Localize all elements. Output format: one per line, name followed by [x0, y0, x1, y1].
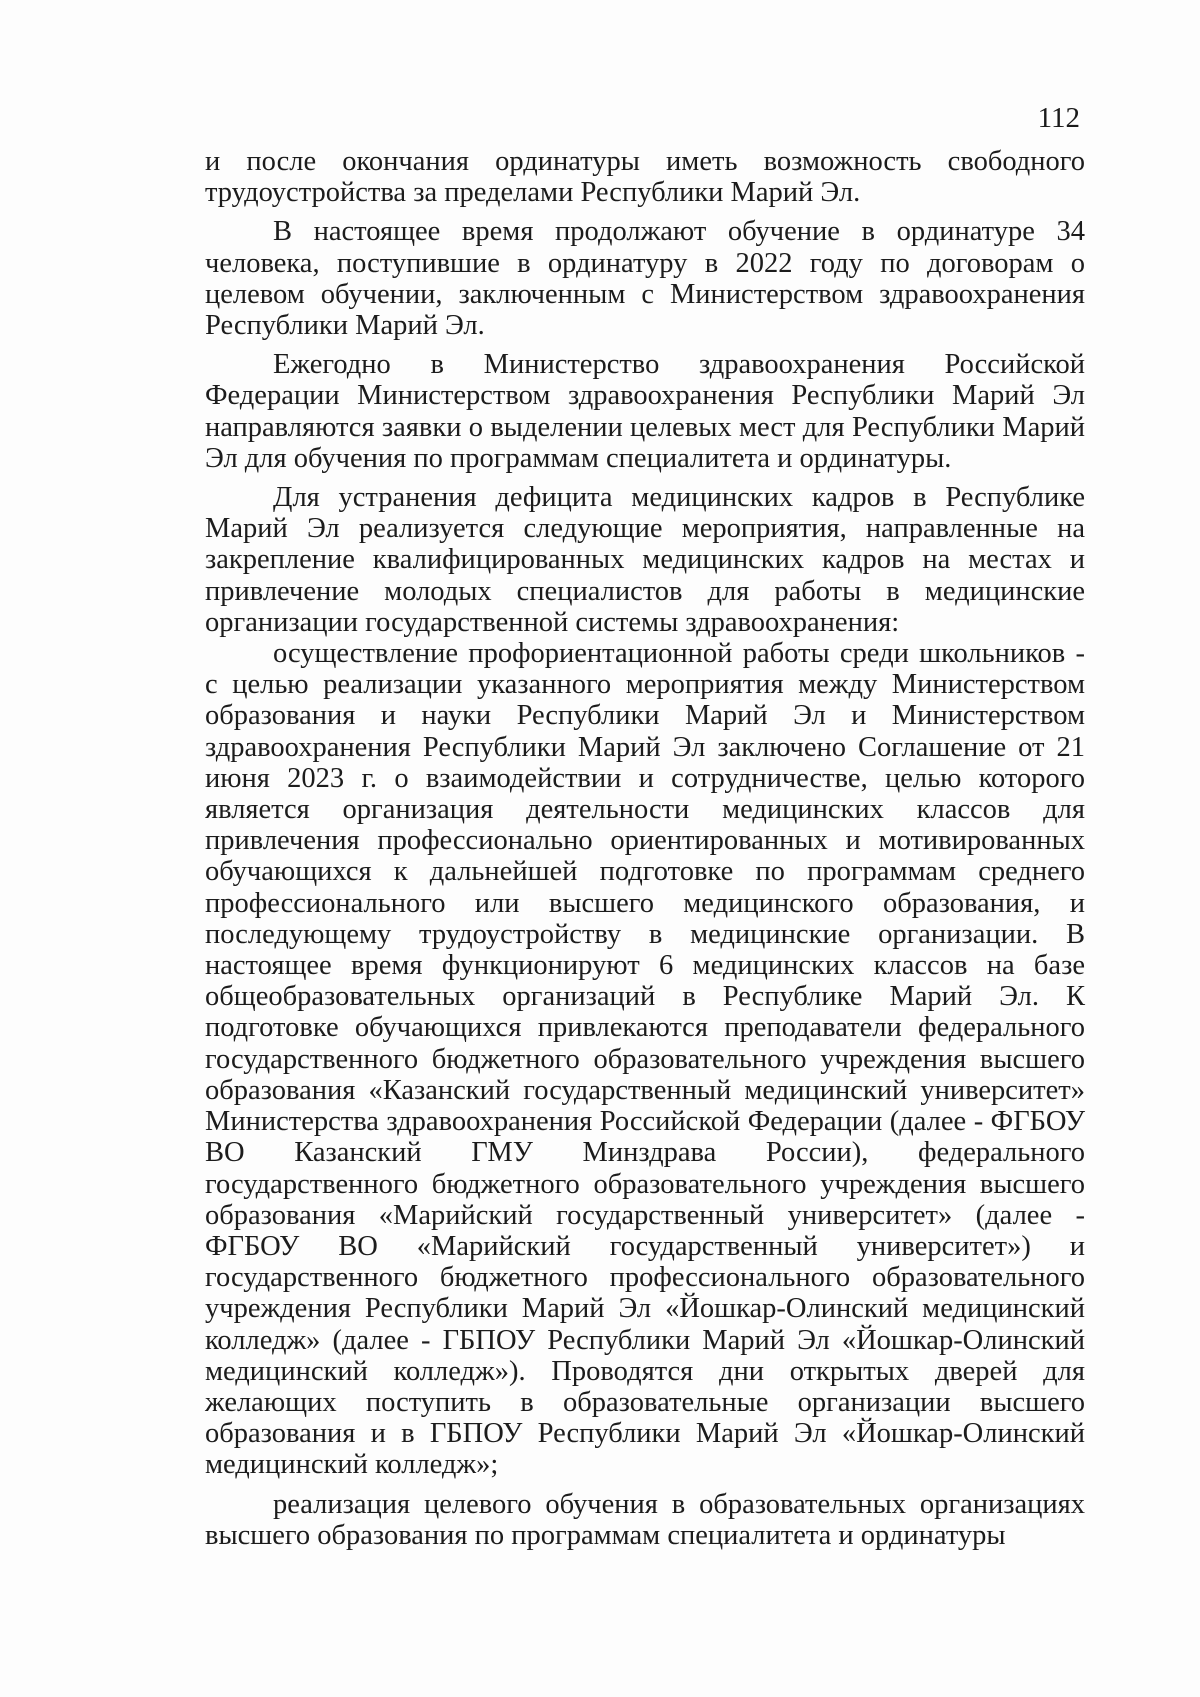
- paragraph-target-training: реализация целевого обучения в образовательных организациях высшего образования по программам специалитета и ординатуры: [205, 1488, 1085, 1551]
- paragraph-career-guidance: осуществление профориентационной работы среди школьников - с целью реализации указанного мероприятия между Министерством образования и науки Республики Марий Эл и Министерством здравоохранения Республики Марий Эл заключено Соглашение от 21 июня 2023 г. о взаимодействии и сотрудничестве, целью которого является организация деятельности медицинских классов для привлечения профессионально ориентированных и мотивированных обучающихся к дальнейшей подготовке по программам среднего профессионального или высшего медицинского образования, и последующему трудоустройству в медицинские организации. В настоящее время функционируют 6 медицинских классов на базе общеобразовательных организаций в Республике Марий Эл. К подготовке обучающихся привлекаются преподаватели федерального государственного бюджетного образовательного учреждения высшего образования «Казанский государственный медицинский университет» Министерства здравоохранения Российской Федерации (далее - ФГБОУ ВО Казанский ГМУ Минздрава России), федерального государственного бюджетного образовательного учреждения высшего образования «Марийский государственный университет» (далее - ФГБОУ ВО «Марийский государственный университет») и государственного бюджетного профессионального образовательного учреждения Республики Марий Эл «Йошкар-Олинский медицинский колледж» (далее - ГБПОУ Республики Марий Эл «Йошкар-Олинский медицинский колледж»). Проводятся дни открытых дверей для желающих поступить в образовательные организации высшего образования и в ГБПОУ Республики Марий Эл «Йошкар-Олинский медицинский колледж»;: [205, 638, 1085, 1481]
- document-body: [205, 146, 1085, 1551]
- page-number: 112: [1037, 102, 1080, 134]
- paragraph-ordinatura-students: В настоящее время продолжают обучение в ординатуре 34 человека, поступившие в ординатуру в 2022 году по договорам о целевом обучении, заключенным с Министерством здравоохранения Республики Марий Эл.: [205, 216, 1085, 342]
- paragraph-continuation: и после окончания ординатуры иметь возможность свободного трудоустройства за пределами Республики Марий Эл.: [205, 146, 1085, 209]
- paragraph-target-places: Ежегодно в Министерство здравоохранения Российской Федерации Министерством здравоохранения Республики Марий Эл направляются заявки о выделении целевых мест для Республики Марий Эл для обучения по программам специалитета и ординатуры.: [205, 349, 1085, 474]
- paragraph-deficit-measures: Для устранения дефицита медицинских кадров в Республике Марий Эл реализуется следующие мероприятия, направленные на закрепление квалифицированных медицинских кадров на местах и привлечение молодых специалистов для работы в медицинские организации государственной системы здравоохранения:: [205, 482, 1085, 638]
